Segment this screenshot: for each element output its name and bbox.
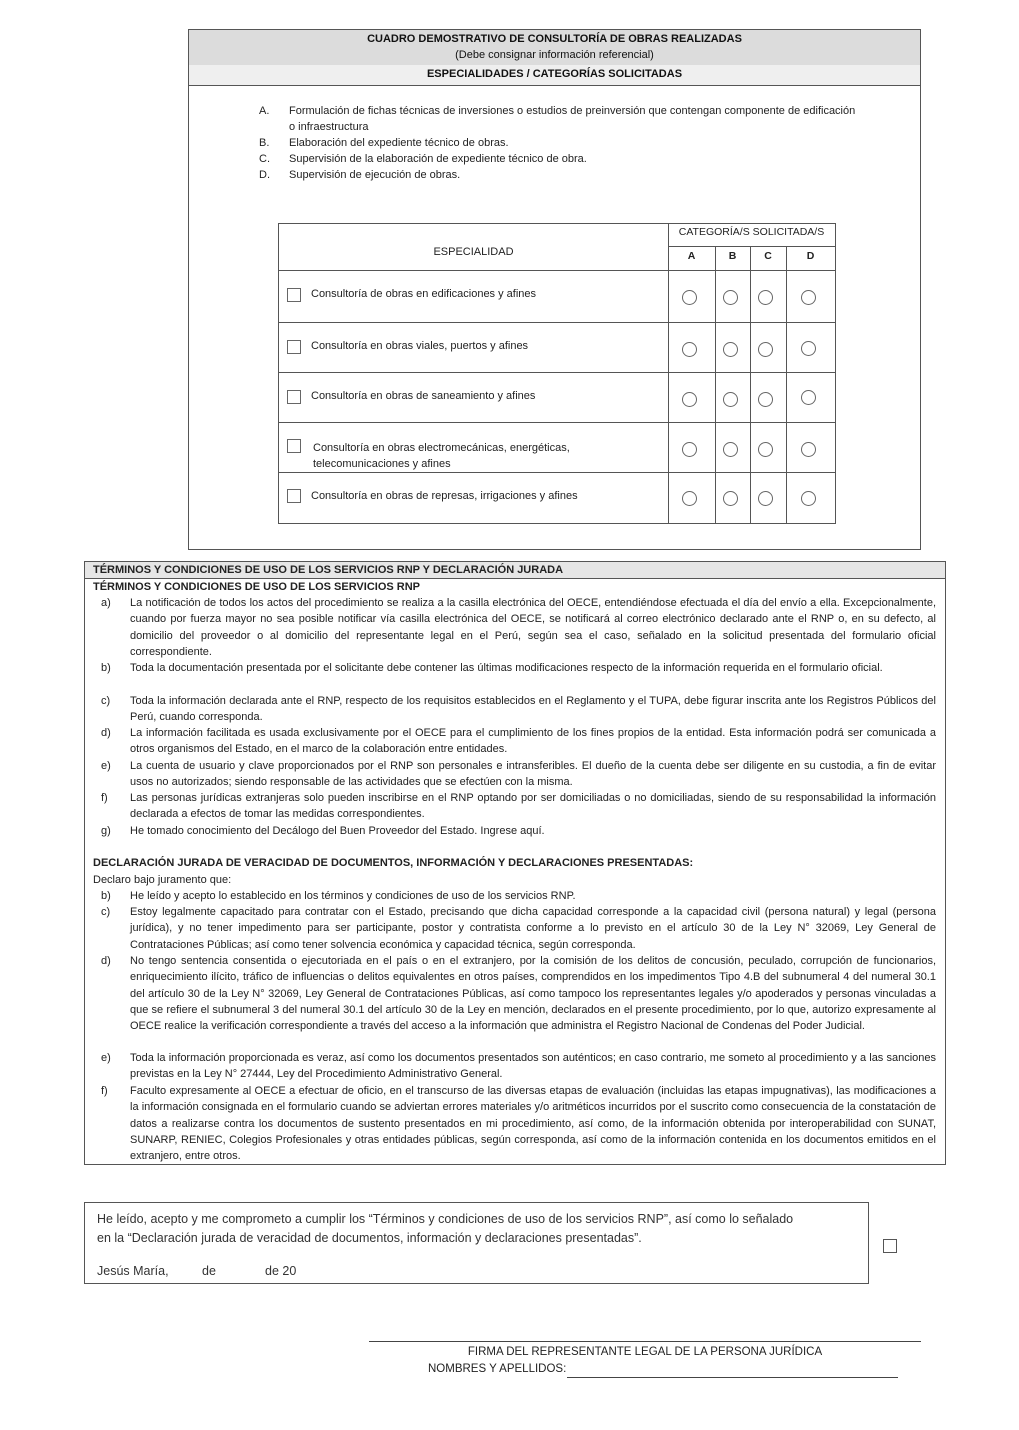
- categories-list: [259, 103, 859, 183]
- list-item: e) Toda la información proporcionada es veraz, así como los documentos presentados son auténticos; en caso contrario, me someto al procedimiento y a las sanciones previstas en la Ley N° 27444, Ley del Procedimiento Administrativo General.: [101, 1052, 936, 1081]
- list-item: d) La información facilitada es usada exclusivamente por el OECE para el cumplimiento de los fines propios de la entidad. Esta información podrá ser comunicada a otros organismos del Estado, en el marco de la colaboración entre entidades.: [101, 727, 936, 756]
- category-radio-b[interactable]: [723, 392, 738, 407]
- specialty-label: Consultoría en obras de saneamiento y afines: [311, 390, 536, 402]
- category-radio-a[interactable]: [682, 442, 697, 457]
- table-divider: [279, 472, 835, 473]
- category-radio-c[interactable]: [758, 342, 773, 357]
- terms-section-header: TÉRMINOS Y CONDICIONES DE USO DE LOS SERVICIOS RNP Y DECLARACIÓN JURADA: [85, 562, 945, 579]
- list-item: f) Faculto expresamente al OECE a efectuar de oficio, en el transcurso de las diversas etapas de evaluación (incluidas las etapas impugnativas), las modificaciones a la información consignada en el formulario cuando se adviertan errores materiales y/o aritméticos incurridos por el suscrito como consecuencia de la constatación de datos a realizarse contra los documentos de sustento presentados en mi procedimiento, así como, de la información obtenida por interoperabilidad con SUNAT, SUNARP, RENIEC, Colegios Profesionales y otras entidades públicas, según corresponda, así como de la información contenida en los documentos emitidos en el extranjero, entre otros.: [101, 1085, 936, 1163]
- category-radio-b[interactable]: [723, 442, 738, 457]
- column-header-c: C: [764, 250, 772, 262]
- cuadro-header: [189, 30, 920, 66]
- specialty-label: Consultoría en obras electromecánicas, energéticas, telecomunicaciones y afines: [313, 442, 570, 470]
- acknowledgment-line-1: He leído, acepto y me comprometo a cumplir los “Términos y condiciones de uso de los servicios RNP”, así como lo señalado: [97, 1212, 794, 1226]
- category-radio-d[interactable]: [801, 341, 816, 356]
- list-item: a) La notificación de todos los actos del procedimiento se realiza a la casilla electrónica del OECE, entendiéndose efectuada el día del envío a ella. Excepcionalmente, cuando por fuerza mayor no sea posible notificar vía casilla electrónica del OECE, se notificará al correo electrónico declarado ante el RNP o, en su defecto, al domicilio del proveedor o al domicilio del representante legal en el Perú, según sea el caso, señalado en la solicitud presentada del formulario oficial correspondiente.: [101, 597, 936, 658]
- category-radio-c[interactable]: [758, 392, 773, 407]
- table-divider: [786, 246, 787, 523]
- names-field-line[interactable]: [567, 1377, 898, 1378]
- list-item: g) He tomado conocimiento del Decálogo del Buen Proveedor del Estado. Ingrese aquí.: [101, 825, 545, 837]
- table-divider: [279, 372, 835, 373]
- especialidad-header: ESPECIALIDAD: [433, 246, 514, 258]
- category-radio-c[interactable]: [758, 290, 773, 305]
- category-radio-d[interactable]: [801, 390, 816, 405]
- category-radio-a[interactable]: [682, 491, 697, 506]
- cuadro-title: CUADRO DEMOSTRATIVO DE CONSULTORÍA DE OBRAS REALIZADAS: [367, 33, 742, 45]
- especialidades-header: ESPECIALIDADES / CATEGORÍAS SOLICITADAS: [189, 65, 920, 86]
- acknowledgment-line-2: en la “Declaración jurada de veracidad de documentos, información y declaraciones presentadas”.: [97, 1231, 642, 1245]
- place-label: Jesús María,: [97, 1264, 169, 1278]
- category-radio-a[interactable]: [682, 392, 697, 407]
- table-divider: [668, 246, 835, 247]
- specialty-checkbox[interactable]: [287, 489, 301, 503]
- list-item: b) Toda la documentación presentada por el solicitante debe contener las últimas modificaciones respecto de la información requerida en el formulario oficial.: [101, 662, 883, 674]
- category-radio-d[interactable]: [801, 442, 816, 457]
- table-divider: [750, 246, 751, 523]
- list-item: f) Las personas jurídicas extranjeras solo pueden inscribirse en el RNP optando por ser domiciliadas o no domiciliadas, siendo de su responsabilidad la información declarada a efectos de tomar las medidas correspondientes.: [101, 792, 936, 821]
- list-item: C. Supervisión de la elaboración de expediente técnico de obra.: [259, 153, 587, 165]
- category-radio-b[interactable]: [723, 342, 738, 357]
- specialty-label: Consultoría de obras en edificaciones y afines: [311, 288, 537, 300]
- table-divider: [279, 270, 835, 271]
- specialty-checkbox[interactable]: [287, 439, 301, 453]
- category-radio-a[interactable]: [682, 290, 697, 305]
- category-radio-a[interactable]: [682, 342, 697, 357]
- date-de-label: de: [202, 1264, 216, 1278]
- cuadro-demostrativo-section: [188, 29, 921, 550]
- specialty-category-table: [278, 223, 836, 524]
- specialty-checkbox[interactable]: [287, 288, 301, 302]
- acknowledgment-checkbox[interactable]: [883, 1239, 897, 1253]
- table-divider: [279, 422, 835, 423]
- declaration-intro: Declaro bajo juramento que:: [93, 874, 232, 886]
- signature-line: [369, 1341, 921, 1342]
- category-radio-b[interactable]: [723, 290, 738, 305]
- table-divider: [668, 224, 669, 523]
- specialty-checkbox[interactable]: [287, 390, 301, 404]
- date-year-label: de 20: [265, 1264, 297, 1278]
- column-header-b: B: [728, 250, 737, 262]
- category-radio-c[interactable]: [758, 442, 773, 457]
- specialty-label: Consultoría en obras de represas, irrigaciones y afines: [311, 490, 578, 502]
- list-item: e) La cuenta de usuario y clave proporcionados por el RNP son personales e intransferibles. El dueño de la cuenta debe ser diligente en su custodia, a fin de evitar usos no autorizados; siendo responsable de las actividades que se efectúen con la misma.: [101, 760, 936, 789]
- declaration-title: DECLARACIÓN JURADA DE VERACIDAD DE DOCUMENTOS, INFORMACIÓN Y DECLARACIONES PRESENTADAS:: [93, 857, 694, 869]
- category-radio-c[interactable]: [758, 491, 773, 506]
- list-item: D. Supervisión de ejecución de obras.: [259, 169, 461, 181]
- list-item: c) Estoy legalmente capacitado para contratar con el Estado, precisando que dicha capacidad corresponde a la capacidad civil (persona natural) y legal (persona jurídica), y no tener impedimento para ser participante, postor y contratista conforme a lo previsto en el artículo 30 de la Ley N° 32069, Ley General de Contrataciones Públicas; así como tener solvencia económica y capacidad técnica, según corresponda.: [101, 906, 936, 951]
- category-radio-b[interactable]: [723, 491, 738, 506]
- category-radio-d[interactable]: [801, 290, 816, 305]
- list-item: b) He leído y acepto lo establecido en los términos y condiciones de uso de los servicios RNP.: [101, 890, 576, 902]
- list-item: A. Formulación de fichas técnicas de inversiones o estudios de preinversión que contengan componente de edificación o infraestructura: [259, 105, 856, 133]
- column-header-a: A: [687, 250, 696, 262]
- column-header-d: D: [806, 250, 815, 262]
- specialty-checkbox[interactable]: [287, 340, 301, 354]
- terms-and-declaration-section: [84, 561, 946, 1165]
- table-divider: [279, 322, 835, 323]
- category-radio-d[interactable]: [801, 491, 816, 506]
- table-divider: [715, 246, 716, 523]
- signature-title: FIRMA DEL REPRESENTANTE LEGAL DE LA PERSONA JURÍDICA: [467, 1346, 823, 1358]
- acknowledgment-box: [84, 1202, 869, 1284]
- categoria-header: CATEGORÍA/S SOLICITADA/S: [678, 226, 825, 238]
- names-label: NOMBRES Y APELLIDOS:: [428, 1363, 567, 1375]
- cuadro-subtitle: (Debe consignar información referencial): [455, 49, 654, 61]
- terms-subheader: TÉRMINOS Y CONDICIONES DE USO DE LOS SERVICIOS RNP: [93, 581, 421, 593]
- specialty-label: Consultoría en obras viales, puertos y afines: [311, 340, 529, 352]
- list-item: B. Elaboración del expediente técnico de obras.: [259, 137, 509, 149]
- list-item: d) No tengo sentencia consentida o ejecutoriada en el país o en el extranjero, por la comisión de los delitos de concusión, peculado, corrupción de funcionarios, enriquecimiento ilícito, tráfico de influencias o delitos equivalentes en otros países, comprendidos en los impedimentos Tipo 4.B del subnumeral 4 del numeral 30.1 del artículo 30 de la Ley N° 32069, Ley General de Contrataciones Públicas, así como tampoco los representantes legales y/o apoderados y personas vinculadas a que se refiere el subnumeral 3 del numeral 30.1 del artículo 30 de la Ley en mención, declarados en el presente procedimiento, por lo que, autorizo expresamente al OECE realice la verificación correspondiente a través del acceso a la información que administra el Registro Nacional de Condenas del Poder Judicial.: [101, 955, 936, 1033]
- list-item: c) Toda la información declarada ante el RNP, respecto de los requisitos establecidos en el Reglamento y el TUPA, debe figurar inscrita ante los Registros Públicos del Perú, cuando corresponda.: [101, 695, 936, 724]
